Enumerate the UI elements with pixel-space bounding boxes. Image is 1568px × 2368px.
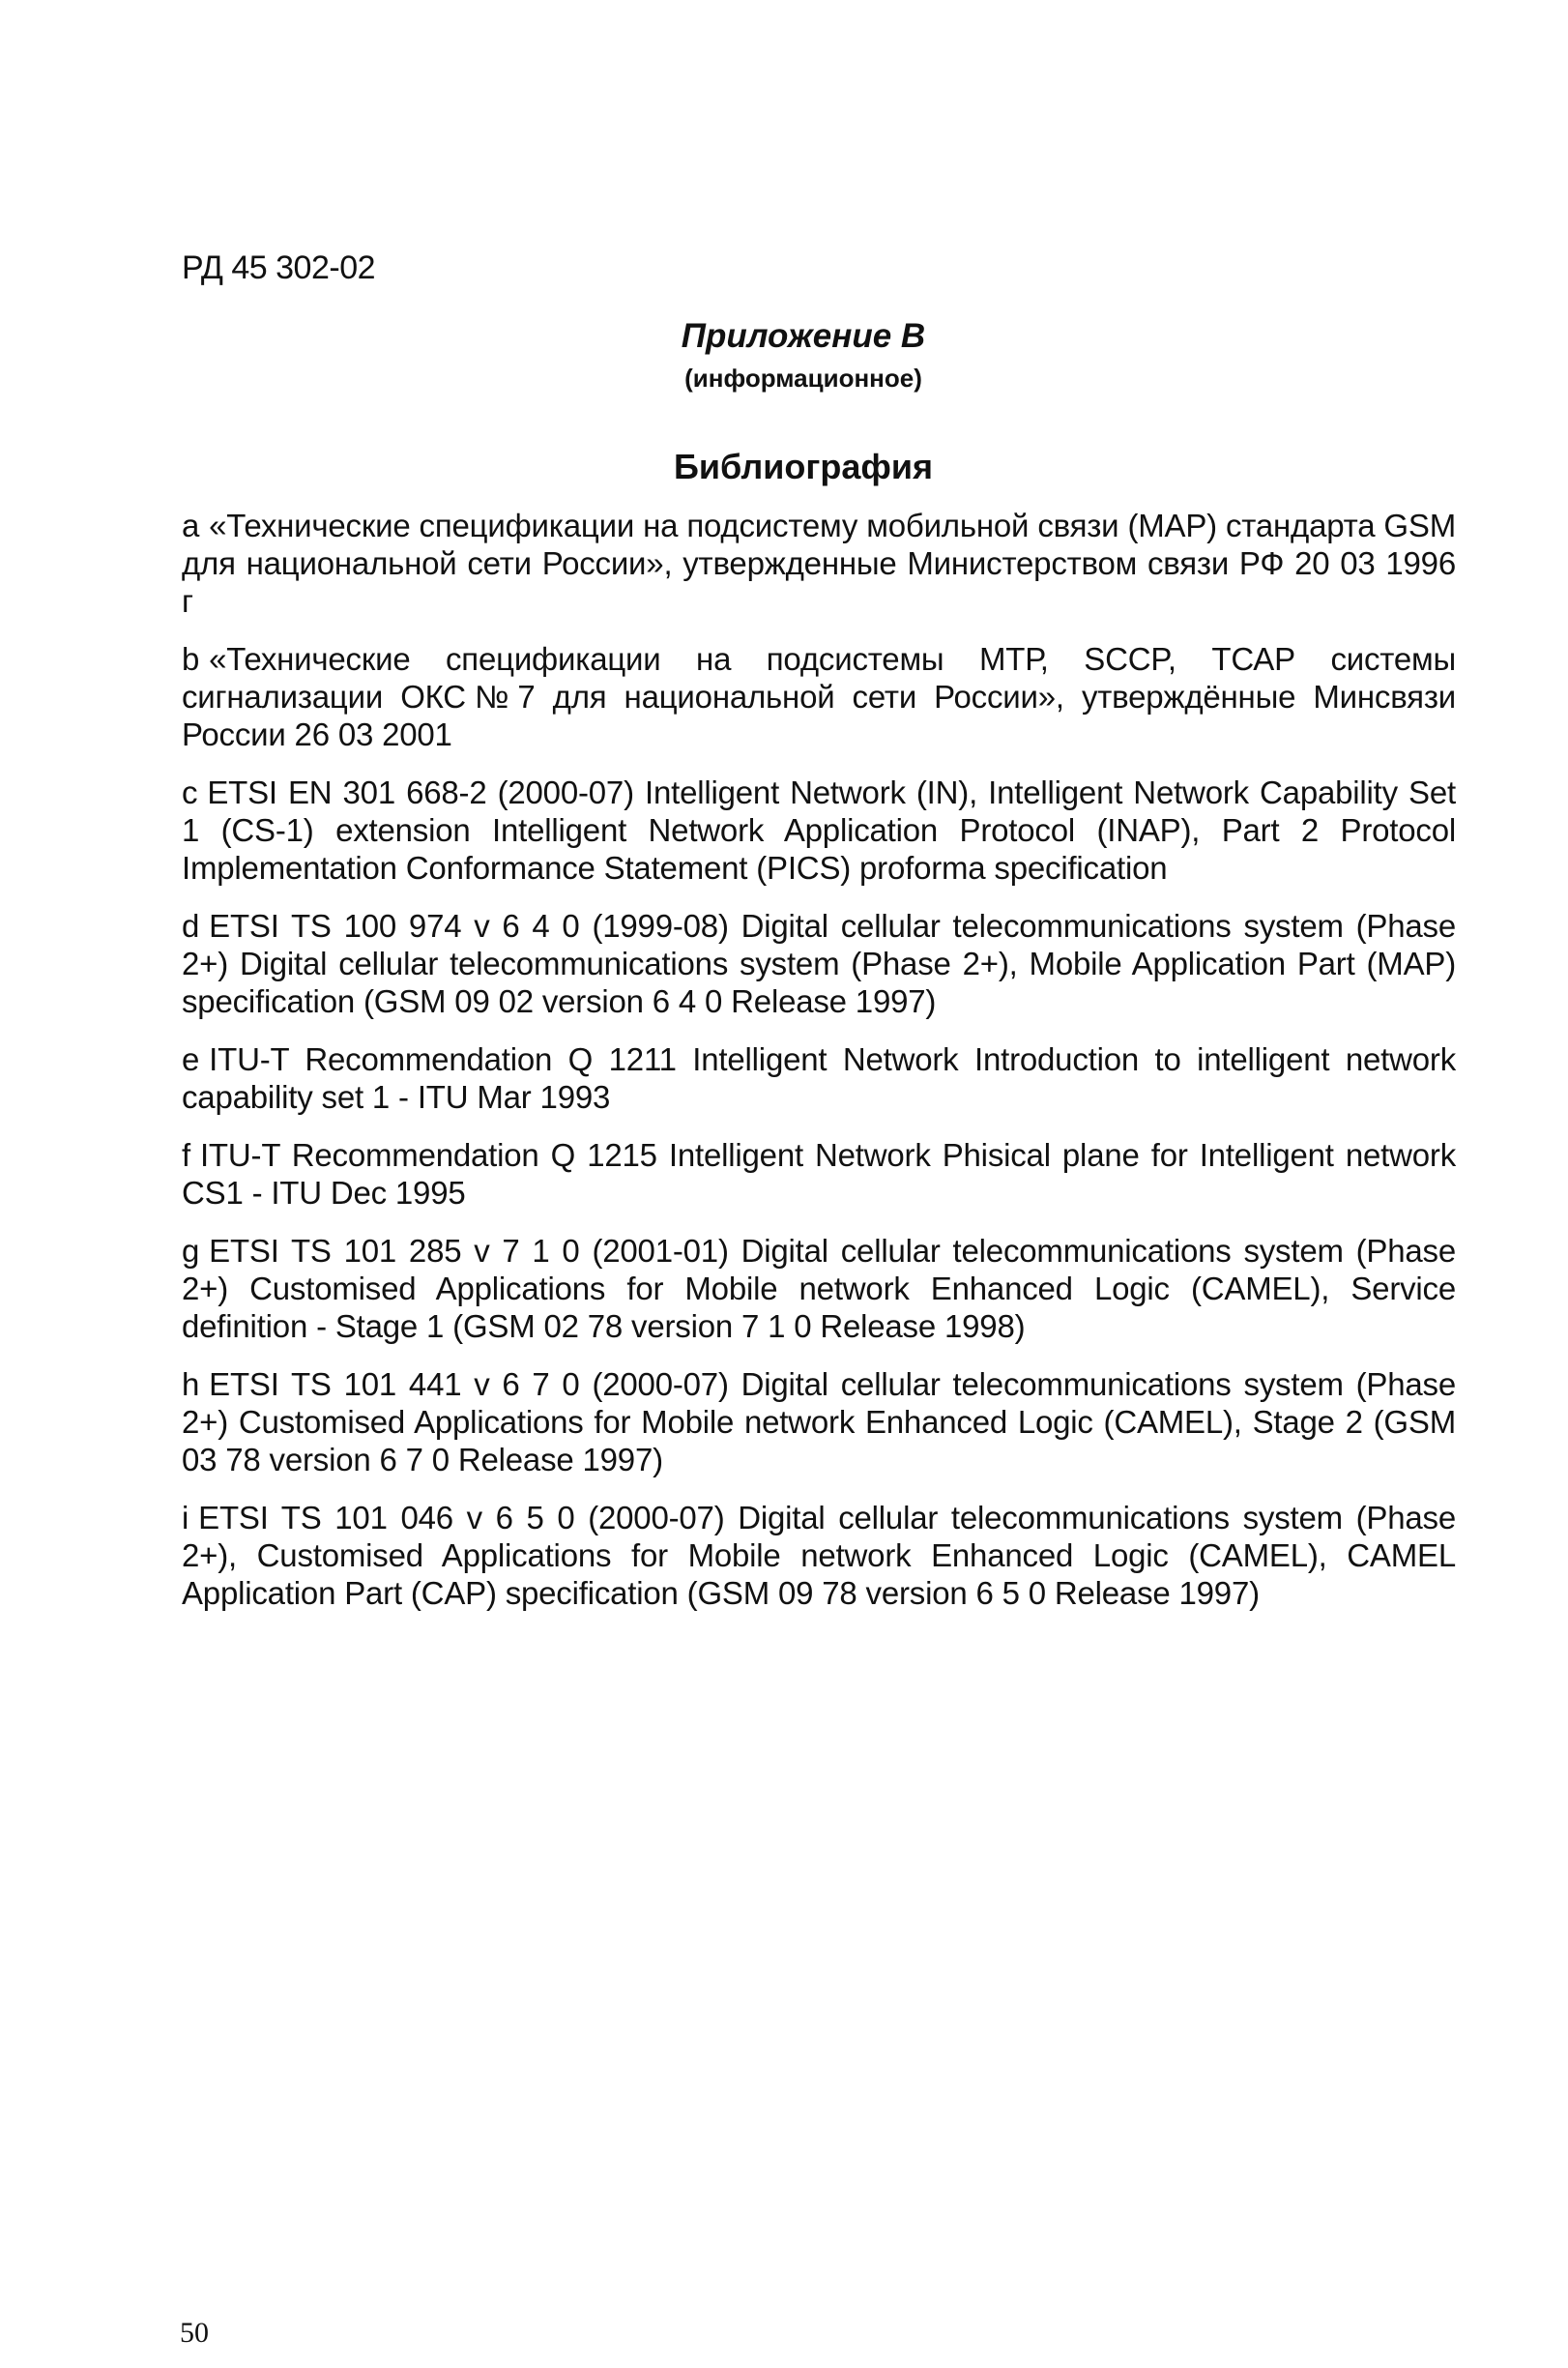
- reference-letter: c: [182, 775, 198, 810]
- reference-text: ETSI TS 101 046 v 6 5 0 (2000-07) Digital cellular telecommunications system (Phase 2+), Customised Applications for Mobile network Enhanced Logic (CAMEL), CAMEL Application Part (CAP) specification (GSM 09 78 version 6 5 0 Release 1997): [182, 1500, 1456, 1611]
- reference-item-d: [182, 907, 1456, 1020]
- reference-item-b: [182, 640, 1456, 753]
- reference-text: ITU-T Recommendation Q 1211 Intelligent Network Introduction to intelligent network capability set 1 - ITU Mar 1993: [182, 1041, 1456, 1115]
- reference-item-a: [182, 507, 1456, 620]
- reference-item-h: [182, 1365, 1456, 1478]
- reference-text: «Технические спецификации на подсистемы МТР, SCCP, ТСАР системы сигнализации ОКС№7 для национальной сети России», утверждённые Минсвязи России 26 03 2001: [182, 641, 1456, 752]
- reference-letter: a: [182, 508, 200, 543]
- reference-letter: d: [182, 908, 200, 944]
- reference-list: [182, 507, 1456, 1632]
- reference-item-f: [182, 1136, 1456, 1212]
- reference-item-c: [182, 774, 1456, 887]
- page-number: 50: [180, 2317, 209, 2349]
- bibliography-title: Библиография: [674, 447, 933, 486]
- annex-subtitle: (информационное): [684, 364, 922, 393]
- reference-letter: g: [182, 1233, 200, 1269]
- reference-text: ETSI TS 101 285 v 7 1 0 (2001-01) Digital cellular telecommunications system (Phase 2+) Customised Applications for Mobile network Enhanced Logic (CAMEL), Service definition - Stage 1 (GSM 02 78 version 7 1 0 Release 1998): [182, 1233, 1456, 1344]
- reference-letter: f: [182, 1137, 190, 1173]
- reference-text: ITU-T Recommendation Q 1215 Intelligent Network Phisical plane for Intelligent network CS1 - ITU Dec 1995: [182, 1137, 1456, 1211]
- document-code: РД 45 302-02: [182, 249, 376, 286]
- reference-text: ETSI EN 301 668-2 (2000-07) Intelligent Network (IN), Intelligent Network Capability Set 1 (CS-1) extension Intelligent Network Application Protocol (INAP), Part 2 Protocol Implementation Conformance Statement (PICS) proforma specification: [182, 775, 1456, 886]
- annex-title: Приложение В: [681, 317, 926, 355]
- reference-text: ETSI TS 100 974 v 6 4 0 (1999-08) Digital cellular telecommunications system (Phase 2+) Digital cellular telecommunications system (Phase 2+), Mobile Application Part (MAP) specification (GSM 09 02 version 6 4 0 Release 1997): [182, 908, 1456, 1019]
- reference-text: «Технические спецификации на подсистему мобильной связи (МАР) стандарта GSM для национальной сети России», утвержденные Министерством связи РФ 20 03 1996 г: [182, 508, 1456, 619]
- reference-item-e: [182, 1040, 1456, 1116]
- reference-item-i: [182, 1499, 1456, 1612]
- reference-letter: h: [182, 1366, 200, 1402]
- reference-item-g: [182, 1232, 1456, 1345]
- reference-letter: b: [182, 641, 200, 677]
- reference-letter: i: [182, 1500, 189, 1535]
- reference-letter: e: [182, 1041, 200, 1077]
- reference-text: ETSI TS 101 441 v 6 7 0 (2000-07) Digital cellular telecommunications system (Phase 2+) Customised Applications for Mobile network Enhanced Logic (CAMEL), Stage 2 (GSM 03 78 version 6 7 0 Release 1997): [182, 1366, 1456, 1477]
